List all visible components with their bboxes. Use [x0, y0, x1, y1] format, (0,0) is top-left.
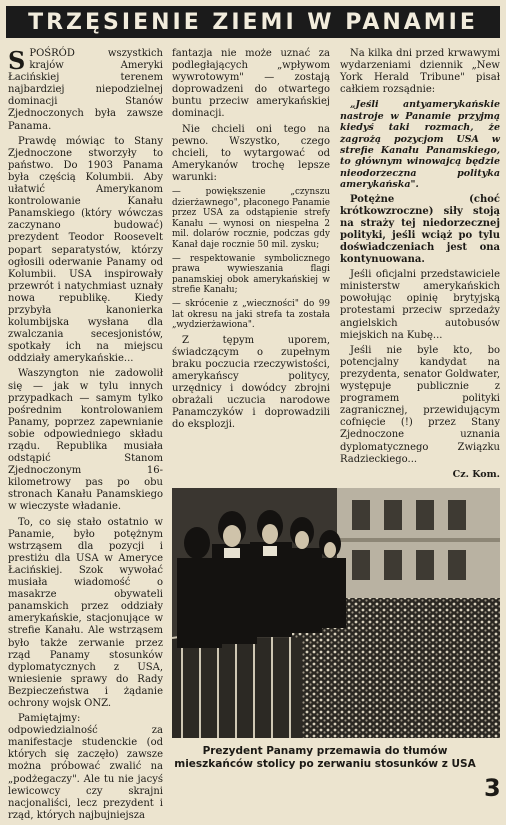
- demands-list: [172, 187, 330, 331]
- paragraph: Waszyngton nie zadowolił się — jak w tylu innych przypadkach — samym tylko pośrednim kontrolowaniem Panamy, poprzez zapewnianie sobie odpowiedniego składu rządu. Republika musiała odstąpić Stanom Zjednoczonym 16-kilometrowy pas po obu stronach Kanału Panamskiego w wieczyste władanie.: [8, 368, 163, 513]
- drop-cap: S: [8, 46, 26, 75]
- photo-caption: Prezydent Panamy przemawia do tłumów mieszkańców stolicy po zerwaniu stosunków z USA: [174, 745, 476, 770]
- lead-text: POŚRÓD wszystkich krajów Ameryki Łacińskiej terenem najbardziej niepodzielnej dominacji Stanów Zjednoczonych była zawsze Panama.: [8, 48, 163, 132]
- paragraph: Jeśli oficjalni przedstawiciele ministerstw amerykańskich powołując opinię brytyjską protestami przeciw sprzedaży angielskich autobusów miejskich na Kubę...: [340, 269, 500, 341]
- page-number: 3: [484, 774, 501, 802]
- paragraph: Jeśli nie byle kto, bo potencjalny kandydat na prezydenta, senator Goldwater, występuje publicznie z programem polityki zagranicznej, przewidującym cofnięcie (!) przez Stany Zjednoczone uznania dyplomatycznego Związku Radzieckiego...: [340, 344, 500, 465]
- paragraph: Na kilka dni przed krwawymi wydarzeniami dziennik „New York Herald Tribune" pisał całkiem rozsądnie:: [340, 48, 500, 96]
- paragraph: To, co się stało ostatnio w Panamie, było potężnym wstrząsem dla pozycji i prestiżu dla USA w Ameryce Łacińskiej. Szok wywołać musiała wiadomość o masakrze obywateli panamskich przez oddziały amerykańskie, stacjonujące w strefie Kanału. Ale wstrząsem było także zerwanie przez rząd Panamy stosunków dyplomatycznych z USA, wniesienie sprawy do Rady Bezpieczeństwa i żądanie ochrony wojsk ONZ.: [8, 516, 163, 709]
- list-item: — respektowanie symbolicznego prawa wywieszania flagi panamskiej obok amerykańskiej w strefie Kanału;: [172, 253, 330, 296]
- paragraph: Nie chcieli oni tego na pewno. Wszystko, czego chcieli, to wytargować od Amerykanów trochę lepsze warunki:: [172, 123, 330, 183]
- paragraph: Prawdę mówiąc to Stany Zjednoczone stworzyły to państwo. Do 1903 Panama była częścią Kolumbii. Aby ułatwić Amerykanom kontrolowanie Kanału Panamskiego (który wówczas zaczynano budować) prezydent Teodor Roosevelt popart separatystów, którzy ogłosili oderwanie Panamy od Kolumbii. USA inspirowały przewrót i natychmiast uznały nowa republikę. Kiedy przybyła kanonierka kolumbijska wysłana dla zwalczania secesjonistów, spotkały ich na miejscu oddziały amerykańskie...: [8, 135, 163, 365]
- news-photo: [172, 488, 500, 738]
- list-item: — powiększenie „czynszu dzierżawnego", płaconego Panamie przez USA za odstąpienie strefy Kanału — wynosi on niespełna 2 mil. dolarów rocznie, podczas gdy Kanał daje rocznie 50 mil. zysku;: [172, 187, 330, 250]
- paragraph: Z tępym uporem, świadczącym o zupełnym braku poczucia rzeczywistości, amerykańscy politycy, urzędnicy i dowódcy zbrojni obrażali uczucia narodowe Panamczyków i doprowadzili do eksplozji.: [172, 334, 330, 431]
- list-item: — skrócenie z „wieczności" do 99 lat okresu na jaki strefa ta została „wydzierżawiona".: [172, 298, 330, 331]
- article-column-2: [172, 48, 330, 435]
- crowd-photo-image: [172, 488, 500, 738]
- article-column-1: [8, 48, 163, 825]
- paragraph: Pamiętajmy: odpowiedzialność za manifestacje studenckie (od których się zaczęło) zawsze można próbować zwalić na „podżegaczy". Ale tu nie jacyś lewicowcy czy skrajni nacjonaliści, lecz prezydent i rząd, których najbujniejsza: [8, 713, 163, 821]
- author-signature: Cz. Kom.: [452, 468, 500, 480]
- lead-paragraph: [8, 48, 163, 133]
- newspaper-quote: „Jeśli antyamerykańskie nastroje w Panamie przyjmą kiedyś taki rozmach, że zagrożą pozycjom USA w strefie Kanału Panamskiego, to głównym winowajcą będzie nieodorzeczna polityka amerykańska".: [340, 99, 500, 191]
- paragraph: fantazja nie może uznać za podległających „wpływom wywrotowym" — zostają doprowadzeni do otwartego buntu przeciw amerykańskiej dominacji.: [172, 48, 330, 120]
- headline: TRZĘSIENIE ZIEMI W PANAMIE: [6, 6, 500, 38]
- paragraph: Potężne (choć krótkowzroczne) siły stoją na straży tej niedorzecznej polityki, jeśli wciąż po tylu doświadczeniach jest ona kontynuowana.: [340, 193, 500, 266]
- article-column-3: [340, 48, 500, 481]
